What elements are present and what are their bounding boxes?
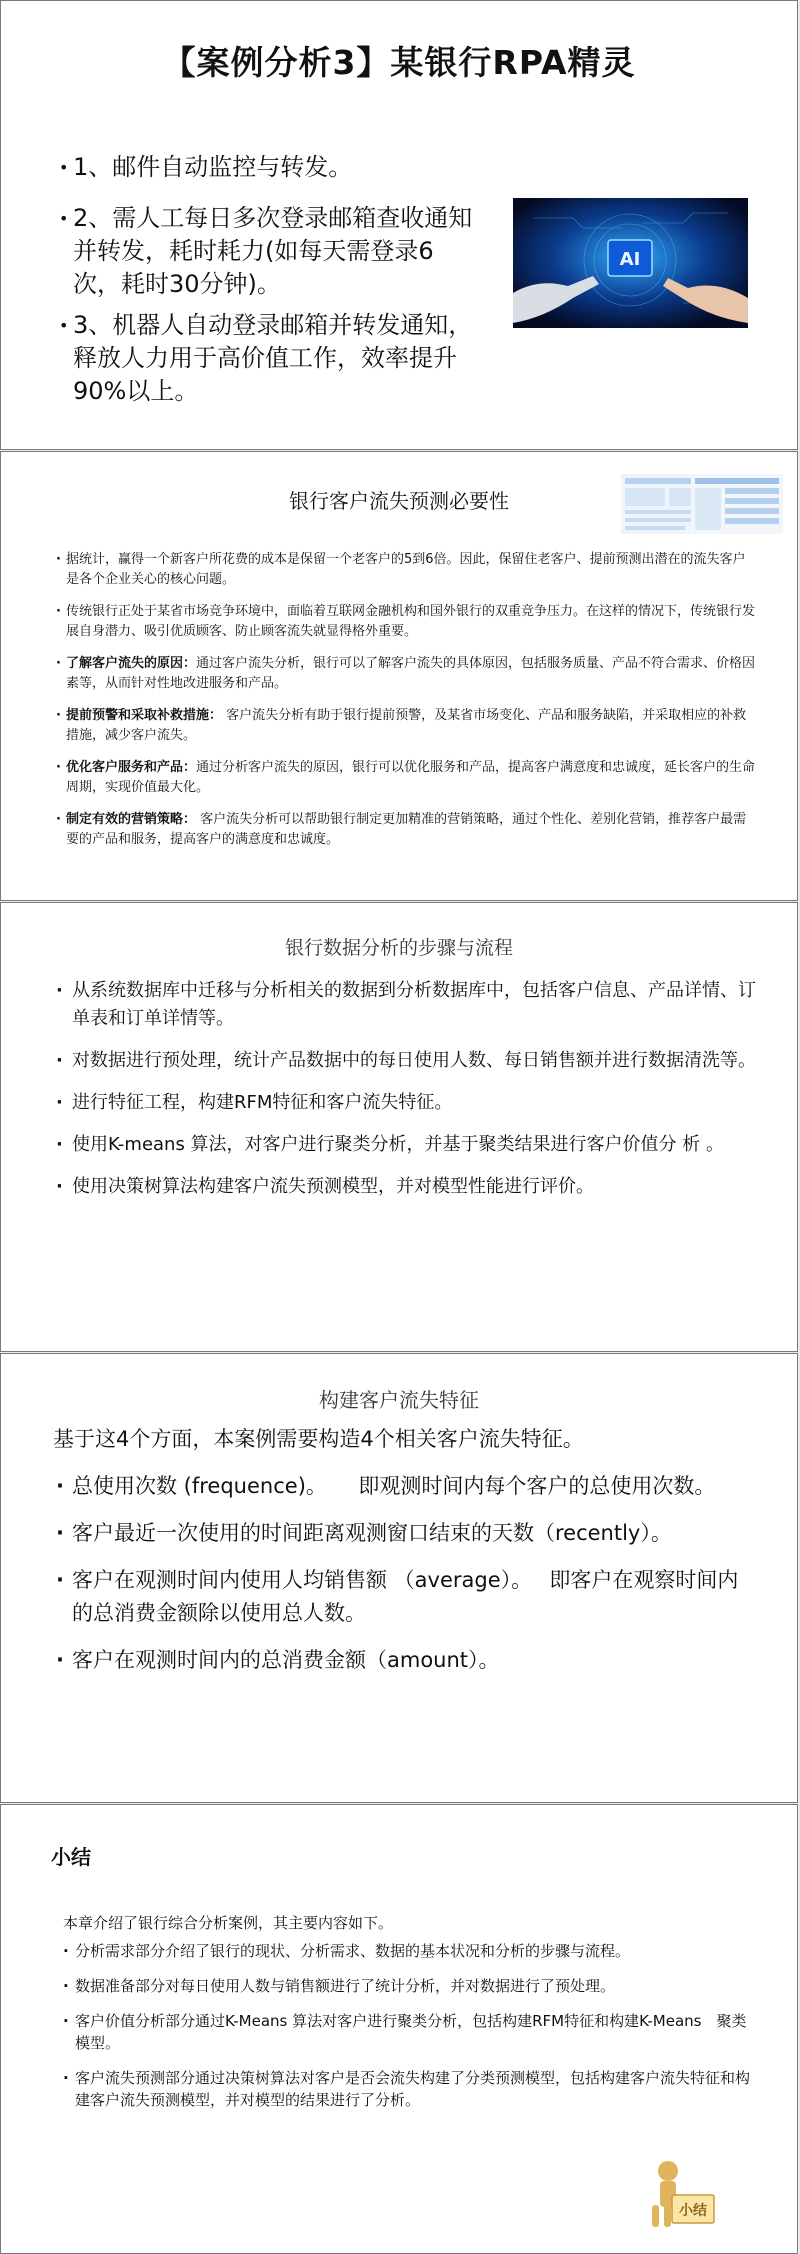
slide-title: 银行数据分析的步骤与流程 (284, 937, 513, 959)
list-item: · 制定有效的营销策略： 客户流失分析可以帮助银行制定更加精准的营销策略，通过个性化、差别化营销，推荐客户最需要的产品和服务，提高客户的满意度和忠诚度。 (56, 810, 756, 850)
list-item: · 数据准备部分对每日使用人数与销售额进行了统计分析，并对数据进行了预处理。 (63, 1975, 753, 1997)
list-item: · 客户流失预测部分通过决策树算法对客户是否会流失构建了分类预测模型，包括构建客户流失特征和构建客户流失预测模型，并对模型的结果进行了分析。 (63, 2067, 753, 2111)
bullet-list (56, 550, 756, 862)
list-item: · 分析需求部分介绍了银行的现状、分析需求、数据的基本状况和分析的步骤与流程。 (63, 1940, 753, 1962)
list-item: · 传统银行正处于某省市场竞争环境中，面临着互联网金融机构和国外银行的双重竞争压力。在这样的情况下，传统银行发展自身潜力、吸引优质顾客、防止顾客流失就显得格外重要。 (56, 602, 756, 642)
list-item: · 提前预警和采取补救措施： 客户流失分析有助于银行提前预警，及某省市场变化、产品和服务缺陷，并采取相应的补救措施，减少客户流失。 (56, 706, 756, 746)
slide-title: 【案例分析3】某银行RPA精灵 (162, 43, 636, 82)
slide-churn-features (0, 1353, 798, 1803)
intro-text: 基于这4个方面，本案例需要构造4个相关客户流失特征。 (53, 1427, 584, 1451)
list-item: · 客户在观测时间内的总消费金额（amount）。 (56, 1644, 756, 1677)
list-item: • 3、机器人自动登录邮箱并转发通知，释放人力用于高价值工作，效率提升90%以上。 (59, 309, 479, 408)
list-item: · 使用K-means 算法，对客户进行聚类分析，并基于聚类结果进行客户价值分 析 。 (56, 1131, 756, 1159)
list-item: · 了解客户流失的原因：通过客户流失分析，银行可以了解客户流失的具体原因，包括服务质量、产品不符合需求、价格因素等，从而针对性地改进服务和产品。 (56, 654, 756, 694)
list-item: · 优化客户服务和产品：通过分析客户流失的原因，银行可以优化服务和产品，提高客户满意度和忠诚度，延长客户的生命周期，实现价值最大化。 (56, 758, 756, 798)
mascot-label: 小结 (679, 2203, 707, 2219)
list-item: · 总使用次数 (frequence)。 即观测时间内每个客户的总使用次数。 (56, 1470, 756, 1503)
bullet-list (59, 151, 479, 416)
list-item: · 对数据进行预处理，统计产品数据中的每日使用人数、每日销售额并进行数据清洗等。 (56, 1047, 756, 1075)
slide-analysis-steps (0, 902, 798, 1352)
slide-title: 构建客户流失特征 (319, 1388, 479, 1412)
intro-text: 本章介绍了银行综合分析案例，其主要内容如下。 (63, 1914, 394, 1932)
slide-rpa-case (0, 0, 798, 450)
list-item: · 据统计，赢得一个新客户所花费的成本是保留一个老客户的5到6倍。因此，保留住老客户、提前预测出潜在的流失客户是各个企业关心的核心问题。 (56, 550, 756, 590)
list-item: • 1、邮件自动监控与转发。 (59, 151, 479, 184)
slide-title: 小结 (51, 1845, 91, 1869)
slide-title: 银行客户流失预测必要性 (289, 489, 509, 513)
list-item: · 进行特征工程，构建RFM特征和客户流失特征。 (56, 1089, 756, 1117)
summary-mascot-icon (646, 2157, 716, 2232)
ai-robot-image (513, 198, 748, 328)
slide-churn-necessity (0, 451, 798, 901)
list-item: · 客户最近一次使用的时间距离观测窗口结束的天数（recently）。 (56, 1517, 756, 1550)
ai-chip-label: AI (619, 249, 641, 270)
list-item: · 客户价值分析部分通过K-Means 算法对客户进行聚类分析，包括构建RFM特征和构建K-Means 聚类模型。 (63, 2010, 753, 2054)
slide-summary (0, 1804, 798, 2254)
list-item: • 2、需人工每日多次登录邮箱查收通知并转发，耗时耗力(如每天需登录6次，耗时30分钟)。 (59, 202, 479, 301)
bullet-list (63, 1940, 753, 2124)
list-item: · 从系统数据库中迁移与分析相关的数据到分析数据库中，包括客户信息、产品详情、订单表和订单详情等。 (56, 977, 756, 1033)
list-item: · 使用决策树算法构建客户流失预测模型，并对模型性能进行评价。 (56, 1173, 756, 1201)
list-item: · 客户在观测时间内使用人均销售额 （average）。 即客户在观察时间内的总消费金额除以使用总人数。 (56, 1564, 756, 1630)
bullet-list (56, 977, 756, 1215)
bullet-list (56, 1470, 756, 1691)
